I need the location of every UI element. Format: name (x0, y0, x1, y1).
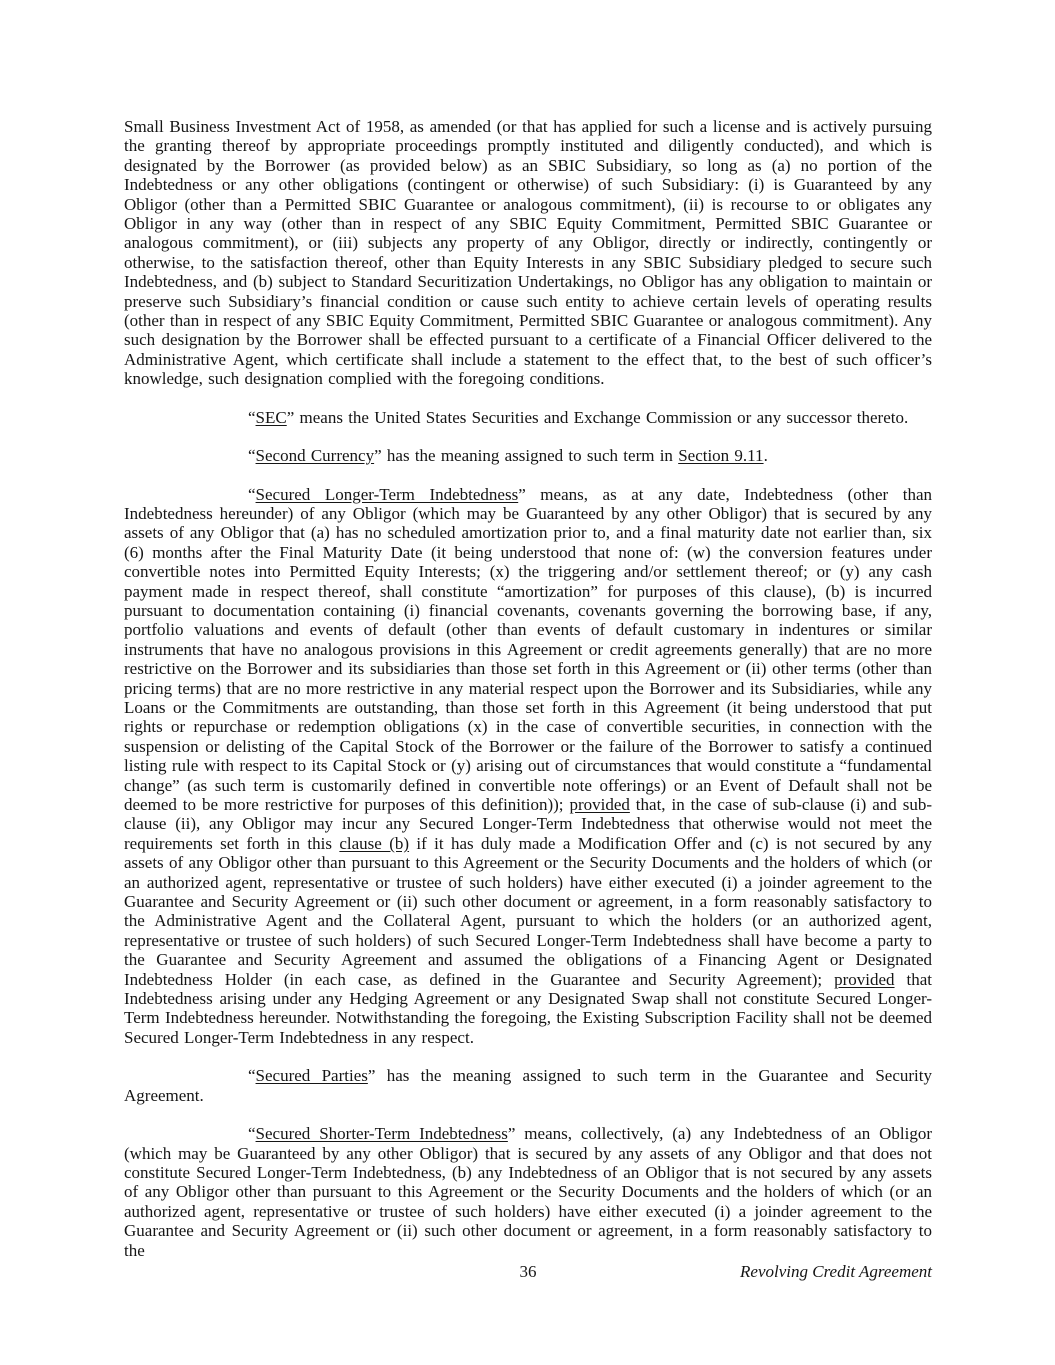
paragraph-definition-second-currency (124, 446, 932, 465)
body-text: ” has the meaning assigned to such term in (374, 446, 679, 466)
paragraph-definition-sec (124, 408, 932, 427)
defined-term-secured-shorter-term-indebtedness: Secured Shorter-Term Indebtedness (255, 1124, 508, 1144)
body-text: ” has the meaning assigned to such term in the Guarantee and Security Agreement. (124, 1066, 932, 1105)
body-text: ” means the United States Securities and Exchange Commission or any successor thereto. (286, 407, 909, 427)
footer-document-title: Revolving Credit Agreement (740, 1262, 932, 1281)
defined-term-secured-parties: Secured Parties (255, 1066, 368, 1086)
paragraph-definition-secured-longer-term-indebtedness (124, 485, 932, 1048)
clause-reference: clause (b) (339, 833, 410, 853)
open-quote: “ (248, 484, 256, 504)
body-text: . (763, 446, 768, 466)
body-text: that, in the case of sub-clause (i) and sub-clause (ii), any Obligor may incur any Secured Longer-Term Indebtedness that otherwise would not meet the requirements set forth in this (124, 795, 932, 853)
body-text: that Indebtedness arising under any Hedging Agreement or any Designated Swap shall not constitute Secured Longer-Term Indebtedness hereunder. Notwithstanding the foregoing, the Existing Subscription Facility shall not be deemed Secured Longer-Term Indebtedness in any respect. (124, 969, 932, 1047)
open-quote: “ (248, 1066, 256, 1086)
proviso-keyword: provided (569, 795, 630, 814)
paragraph-definition-secured-shorter-term-indebtedness (124, 1124, 932, 1260)
section-reference: Section 9.11 (678, 446, 764, 466)
body-text: Small Business Investment Act of 1958, as amended (or that has applied for such a license and is actively pursuing the granting thereof by appropriate proceedings promptly instituted and diligently conducted), and which is designated by the Borrower (as provided below) as an SBIC Subsidiary, so long as (a) no portion of the Indebtedness or any other obligations (contingent or otherwise) of such Subsidiary: (i) is Guaranteed by any Obligor (other than a Permitted SBIC Guarantee or analogous commitment), (ii) is recourse to or obligates any Obligor in any way (other than in respect of any SBIC Equity Commitment, Permitted SBIC Guarantee or analogous commitment), or (iii) subjects any property of any Obligor, directly or indirectly, contingently or otherwise, to the satisfaction thereof, other than Equity Interests in any SBIC Subsidiary pledged to secure such Indebtedness, and (b) subject to Standard Securitization Undertakings, no Obligor has any obligation to maintain or preserve such Subsidiary’s financial condition or cause such entity to achieve certain levels of operating results (other than in respect of any SBIC Equity Commitment, Permitted SBIC Guarantee or analogous commitment). Any such designation by the Borrower shall be effected pursuant to a certificate of a Financial Officer delivered to the Administrative Agent, which certificate shall include a statement to the effect that, to the best of such officer’s knowledge, such designation complied with the foregoing conditions. (124, 117, 932, 389)
page-body (124, 117, 932, 1260)
page-number: 36 (519, 1262, 537, 1281)
proviso-keyword: provided (834, 969, 895, 989)
body-text: ” means, as at any date, Indebtedness (other than Indebtedness hereunder) of any Obligor (which may be Guaranteed by any other Obligor) that is secured by any assets of any Obligor that (a) has no scheduled amortization prior to, and a final maturity date not earlier than, six (6) months after the Final Maturity Date (it being understood that none of: (w) the conversion features under convertible notes into Permitted Equity Interests; (x) the triggering and/or settlement thereof; or (y) any cash payment made in respect thereof, shall constitute “amortization” for purposes of this clause), (b) is incurred pursuant to documentation containing (i) financial covenants, covenants governing the borrowing base, if any, portfolio valuations and events of default (other than events of default customary in indentures or similar instruments that have no analogous provisions in this Agreement or credit agreements generally) that are no more restrictive on the Borrower and its subsidiaries than those set forth in this Agreement or (ii) other terms (other than pricing terms) that are no more restrictive in any material respect upon the Borrower and its Subsidiaries, while any Loans or the Commitments are outstanding, than those set forth in this Agreement (it being understood that put rights or repurchase or redemption obligations (x) in the case of convertible securities, in connection with the suspension or delisting of the Capital Stock of the Borrower or the failure of the Borrower to satisfy a continued listing rule with respect to its Capital Stock or (y) arising out of circumstances that would constitute a “fundamental change” (as such term is customarily defined in convertible note offerings) or an Event of Default shall not be deemed to be more restrictive for purposes of this definition)); (124, 484, 932, 814)
page-footer (124, 1262, 932, 1288)
body-text: ” means, collectively, (a) any Indebtedness of an Obligor (which may be Guaranteed by any other Obligor) that is secured by any assets of any Obligor and that does not constitute Secured Longer-Term Indebtedness, (b) any Indebtedness of an Obligor that is not secured by any assets of any Obligor other than pursuant to this Agreement or the Security Documents and the holders of which (or an authorized agent, representative or trustee of such holders) have either executed (i) a joinder agreement to the Guarantee and Security Agreement or (ii) such other document or agreement, in a form reasonably satisfactory to the (124, 1124, 932, 1260)
body-text: if it has duly made a Modification Offer and (c) is not secured by any assets of any Obligor other than pursuant to this Agreement or the Security Documents and the holders of which (or an authorized agent, representative or trustee of such holders) have either executed (i) a joinder agreement to the Guarantee and Security Agreement or (ii) such other document or agreement, in a form reasonably satisfactory to the Administrative Agent and the Collateral Agent, pursuant to which the holders (or an authorized agent, representative or trustee of such holders) of such Secured Longer-Term Indebtedness shall have become a party to the Guarantee and Security Agreement and assumed the obligations of a Financing Agent or Designated Indebtedness Holder (in each case, as defined in the Guarantee and Security Agreement); (124, 833, 932, 989)
defined-term-second-currency: Second Currency (255, 446, 375, 466)
open-quote: “ (248, 1124, 256, 1144)
paragraph-definition-secured-parties (124, 1066, 932, 1105)
open-quote: “ (248, 446, 256, 466)
defined-term-secured-longer-term-indebtedness: Secured Longer-Term Indebtedness (255, 484, 519, 504)
paragraph-sbic-subsidiary-continuation (124, 117, 932, 389)
open-quote: “ (248, 407, 256, 427)
defined-term-sec: SEC (255, 407, 287, 427)
